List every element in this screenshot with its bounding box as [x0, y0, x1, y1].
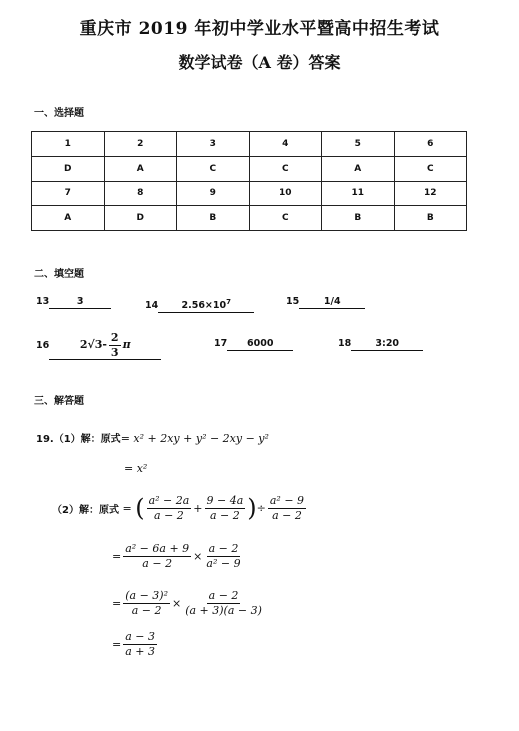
part1-label: （1）解：原式 [53, 434, 121, 445]
fraction-denominator: a − 2 [272, 508, 302, 522]
table-cell: 4 [249, 132, 322, 157]
table-cell: C [249, 156, 322, 181]
fill-item-15 [286, 296, 365, 309]
table-cell: 2 [104, 132, 177, 157]
section-heading-fill: 二、填空题 [34, 269, 84, 280]
page-title: 重庆市 2019 年初中学业水平暨高中招生考试 [79, 19, 440, 39]
answer-fraction [109, 332, 121, 359]
table-cell: 1 [32, 132, 105, 157]
fraction-numerator: 9 − 4a [206, 493, 244, 507]
fraction-denominator: a − 2 [154, 508, 184, 522]
table-cell: 9 [177, 181, 250, 206]
table-cell: 5 [322, 132, 395, 157]
table-row [32, 156, 467, 181]
q19-part2-line1: （2）解：原式 = ( $\frac{\text{a² − 2a}}{a - 2}$ + $\frac{9 - 4a}{a - 2}$ ) ÷ $\frac{\text{a² − 9}}{a - 2}$ [52, 493, 305, 522]
fraction [147, 495, 192, 522]
fraction-denominator: a² − 9 [206, 557, 241, 570]
fraction-denominator: (a + 3)(a − 3) [185, 604, 262, 617]
fraction [204, 543, 242, 570]
fraction-denominator: a + 3 [125, 645, 155, 658]
answer-blank [49, 332, 161, 360]
table-cell: 6 [394, 132, 467, 157]
item-number: 14 [145, 300, 159, 312]
fraction-numerator: a − 2 [208, 589, 239, 602]
answer-pre: 2√3- [79, 338, 107, 351]
answer-blank: 3:20 [351, 338, 423, 351]
fraction-numerator: a² − 2a [148, 493, 190, 507]
q19-part2-line3: = $\frac{\text{(a − 3)²}}{a - 2}$ × $\frac{a - 2}{(a + 3)(a - 3)}$ [112, 589, 262, 617]
q19-part2-line2: = $\frac{\text{a² − 6a + 9}}{a - 2}$ × $\frac{a - 2}{\text{a² − 9}}$ [112, 542, 241, 570]
table-cell: B [322, 206, 395, 231]
table-row [32, 132, 467, 157]
q19-part2-line4: = $\frac{a - 3}{a + 3}$ [112, 630, 155, 658]
fill-item-14 [145, 296, 254, 313]
table-cell: D [32, 156, 105, 181]
table-row [32, 181, 467, 206]
fraction-numerator: a − 3 [125, 630, 155, 643]
fraction [123, 543, 191, 570]
fraction-denominator: a − 2 [142, 557, 173, 570]
fraction-numerator: a − 2 [208, 542, 239, 555]
fraction-denominator: 3 [110, 346, 119, 359]
page-subtitle: 数学试卷（A 卷）答案 [178, 53, 341, 72]
fraction [205, 495, 246, 522]
table-cell: D [104, 206, 177, 231]
answer-blank: 1/4 [299, 296, 365, 309]
table-cell: 12 [394, 181, 467, 206]
table-cell: 8 [104, 181, 177, 206]
item-number: 15 [286, 296, 300, 307]
item-number: 18 [338, 338, 352, 349]
fill-item-17 [214, 338, 293, 351]
q19-part1-line1 [36, 430, 269, 445]
fraction [123, 590, 170, 617]
table-cell: B [394, 206, 467, 231]
item-number: 16 [36, 340, 50, 351]
table-cell: A [32, 206, 105, 231]
table-cell: 10 [249, 181, 322, 206]
item-number: 13 [36, 296, 50, 307]
fraction-numerator: a² − 9 [269, 493, 305, 507]
part2-label: （2）解：原式 [52, 504, 119, 516]
table-cell: C [394, 156, 467, 181]
fraction-numerator: a² − 6a + 9 [125, 542, 190, 555]
answer-exponent: 7 [226, 298, 231, 306]
table-cell: A [104, 156, 177, 181]
table-cell: 11 [322, 181, 395, 206]
fraction-denominator: a − 2 [210, 508, 240, 522]
answer-blank [158, 296, 254, 313]
answer-table [31, 131, 467, 231]
table-cell: B [177, 206, 250, 231]
fill-item-13 [36, 296, 111, 309]
q19-part1-line2: = x² [124, 462, 148, 475]
expression: = x² + 2xy + y² − 2xy − y² [120, 432, 269, 445]
section-heading-solve: 三、解答题 [34, 396, 84, 407]
answer-blank: 3 [49, 296, 111, 309]
table-cell: C [177, 156, 250, 181]
answer-blank: 6000 [227, 338, 293, 351]
table-cell: A [322, 156, 395, 181]
fraction-numerator: 2 [110, 331, 119, 344]
fill-item-18 [338, 338, 423, 351]
table-cell: C [249, 206, 322, 231]
table-cell: 3 [177, 132, 250, 157]
item-number: 17 [214, 338, 228, 349]
fraction [268, 495, 306, 522]
answer-base: 2.56×10 [181, 300, 227, 312]
table-cell: 7 [32, 181, 105, 206]
q19-number: 19. [36, 434, 54, 445]
fraction [183, 590, 264, 617]
answer-post: π [122, 338, 131, 351]
section-heading-choice: 一、选择题 [34, 108, 84, 119]
fraction-numerator: (a − 3)² [125, 589, 168, 602]
fraction [123, 631, 157, 658]
table-row [32, 206, 467, 231]
fraction-denominator: a − 2 [131, 604, 162, 617]
fill-item-16 [36, 332, 161, 360]
